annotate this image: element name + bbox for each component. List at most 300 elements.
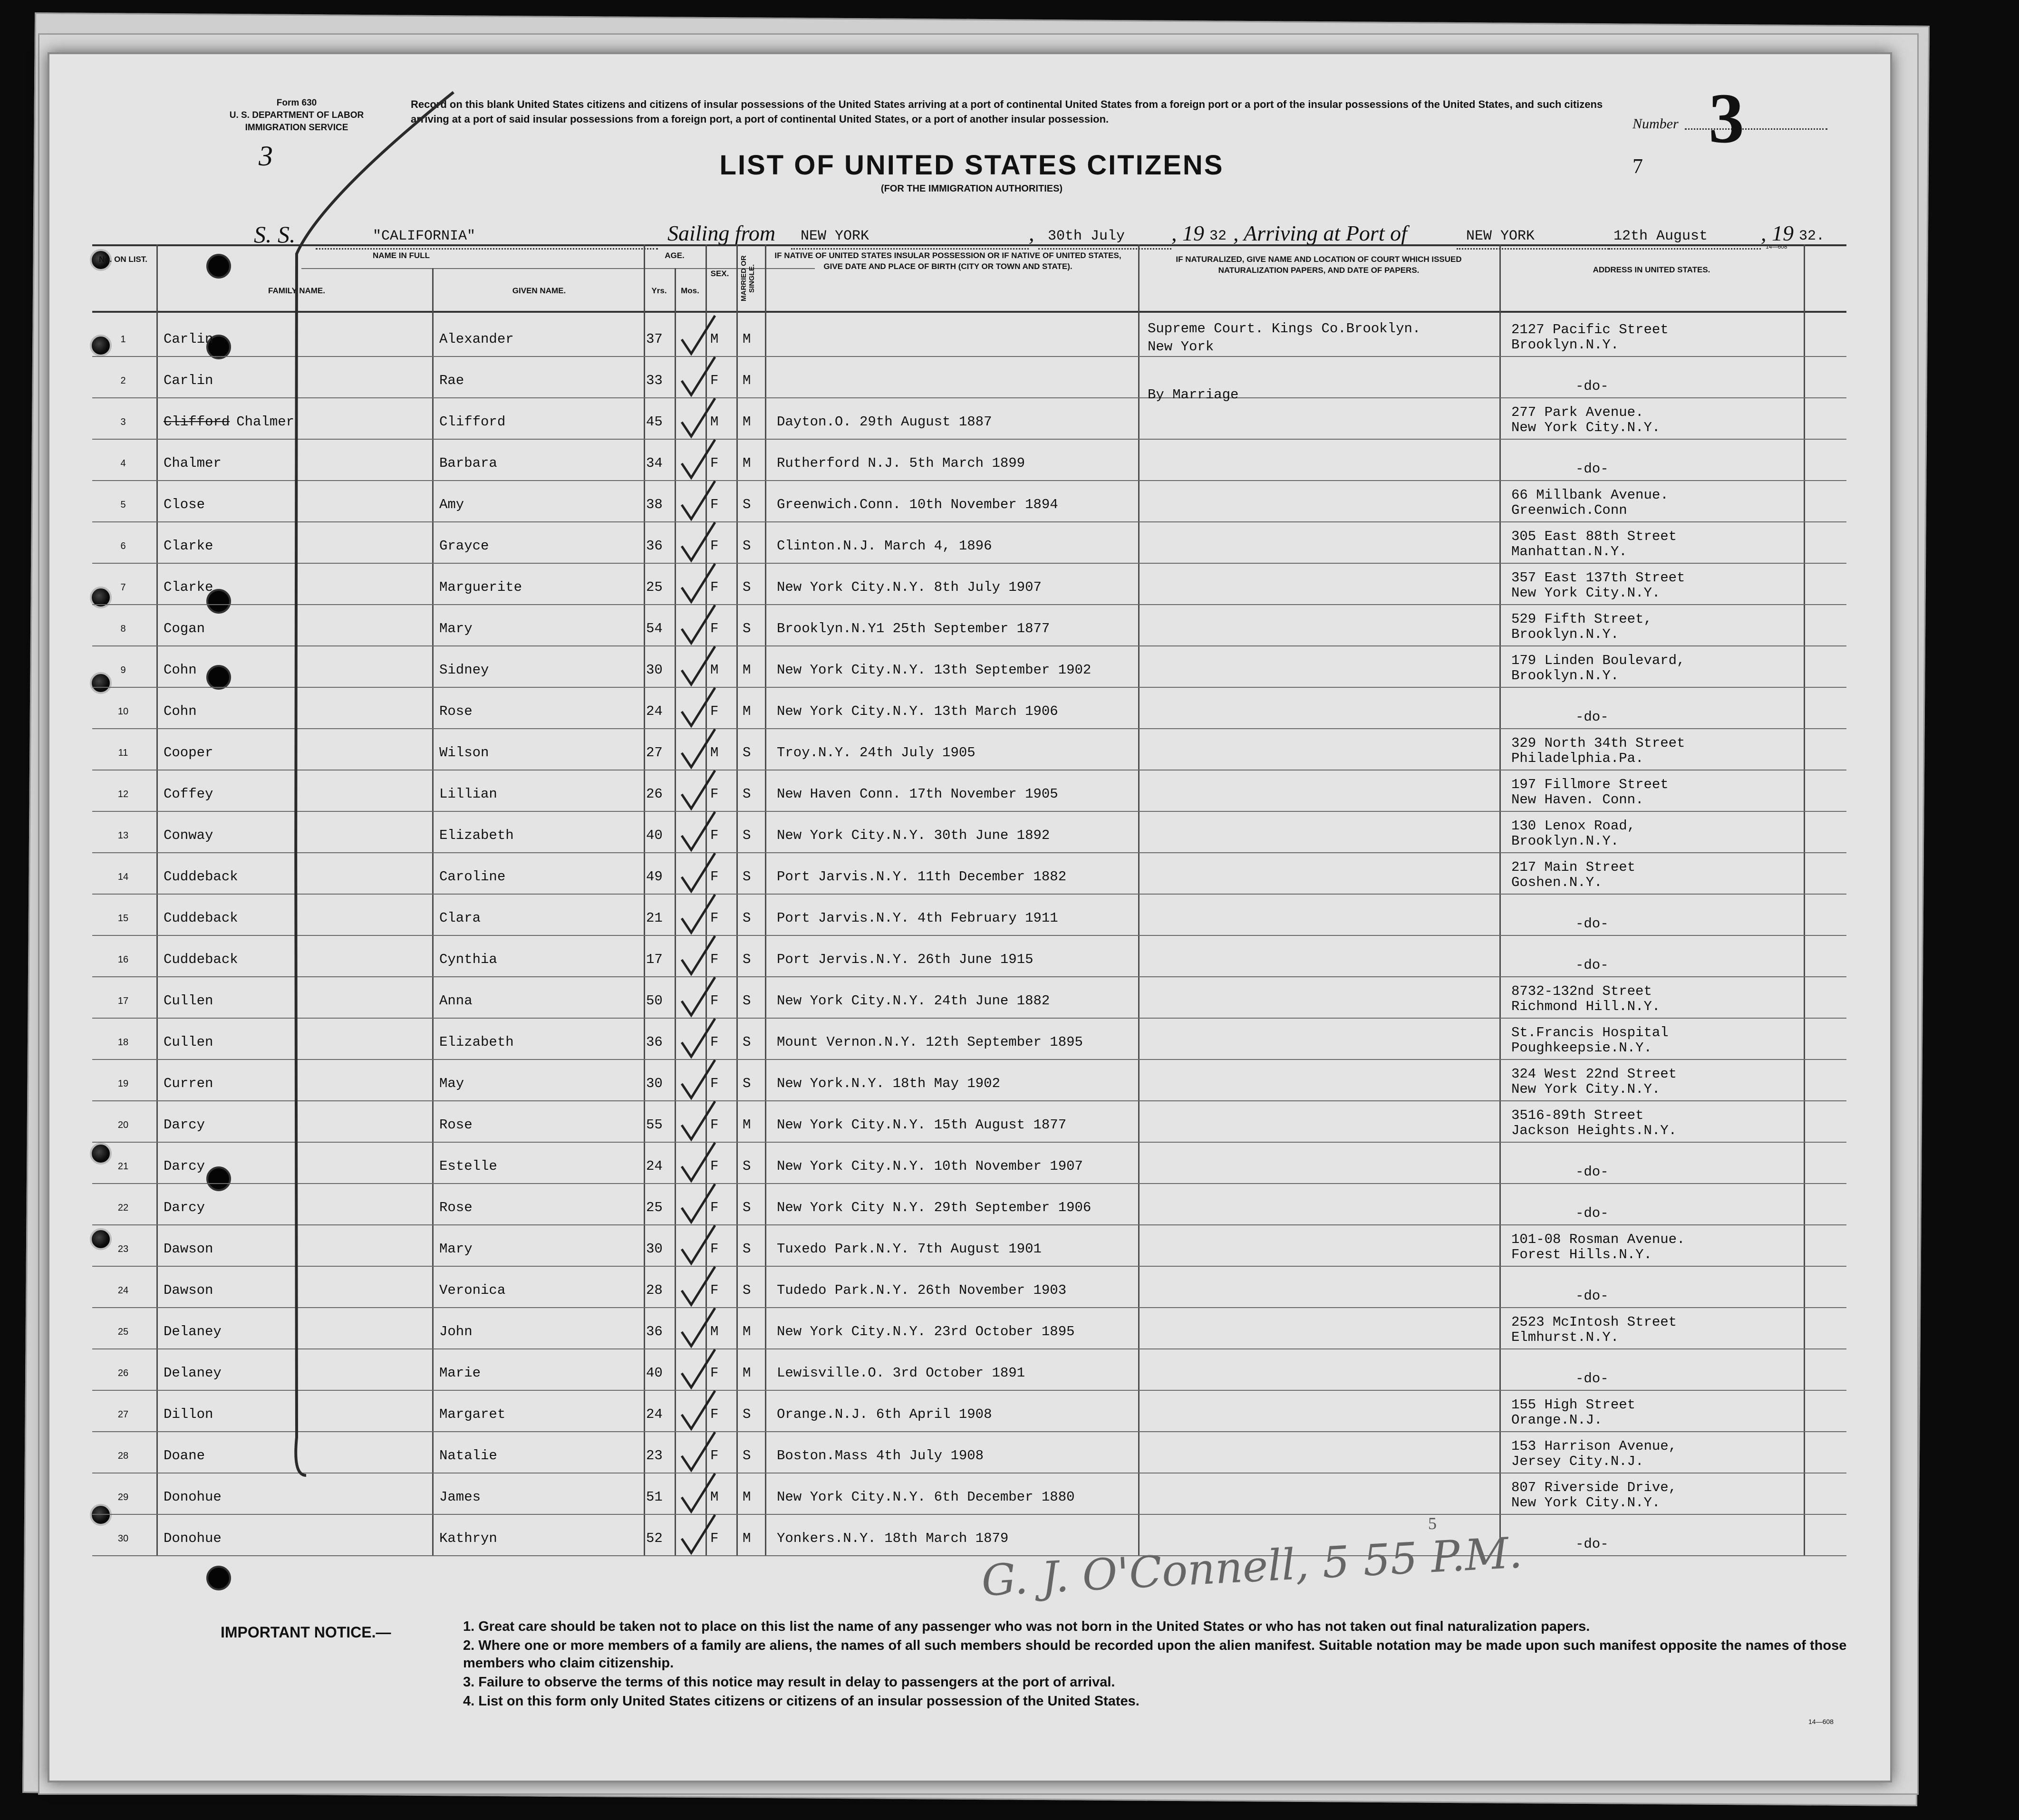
cell-family: Cullen	[164, 1034, 213, 1050]
cell-no: 5	[120, 500, 126, 510]
cell-family: Delaney	[164, 1324, 222, 1339]
cell-address-line2: Greenwich.Conn	[1511, 502, 1627, 518]
cell-age: 38	[646, 497, 663, 512]
cell-age: 30	[646, 662, 663, 678]
cell-age: 27	[646, 745, 663, 761]
cell-address-line1: 2523 McIntosh Street	[1511, 1314, 1677, 1330]
cell-address-line2: New York City.N.Y.	[1511, 1081, 1661, 1097]
cell-nat1: By Marriage	[1148, 387, 1239, 403]
check-mark	[682, 564, 715, 602]
cell-ms: M	[743, 1489, 751, 1505]
cell-age: 36	[646, 1034, 663, 1050]
cell-address-line2: Elmhurst.N.Y.	[1511, 1329, 1619, 1345]
sail-year: 32	[1209, 228, 1227, 244]
cell-family: Cullen	[164, 993, 213, 1009]
cell-no: 18	[117, 1037, 129, 1048]
cell-family: Carlin	[164, 331, 213, 347]
cell-age: 17	[646, 952, 663, 967]
cell-given: Natalie	[439, 1448, 497, 1464]
cell-address-line2: Jersey City.N.J.	[1511, 1454, 1644, 1469]
form-code-top: 14—608	[1766, 243, 1787, 250]
cell-family: Dawson	[164, 1282, 213, 1298]
header-name-in-full: NAME IN FULL	[373, 251, 430, 260]
cell-address-line1: 305 East 88th Street	[1511, 529, 1677, 544]
cell-age: 40	[646, 828, 663, 843]
arriving-label: , Arriving at Port of	[1233, 221, 1407, 245]
cell-no: 23	[117, 1244, 129, 1254]
cell-age: 37	[646, 331, 663, 347]
check-mark	[682, 895, 715, 933]
cell-sex: F	[710, 993, 719, 1009]
cell-sex: M	[710, 662, 719, 678]
cell-sex: M	[710, 745, 719, 761]
cell-no: 22	[117, 1203, 129, 1213]
cell-no: 6	[120, 541, 126, 551]
cell-birth: New Haven Conn. 17th November 1905	[777, 786, 1058, 802]
cell-family: Cuddeback	[164, 952, 238, 967]
cell-age: 30	[646, 1241, 663, 1257]
cell-no: 27	[117, 1409, 129, 1420]
arrive-date: 12th August	[1613, 228, 1708, 244]
cell-no: 8	[120, 624, 126, 634]
handwritten-signature: G. J. O'Connell, 5 55 P.M.	[980, 1528, 1524, 1606]
cell-address-line1: 8732-132nd Street	[1511, 983, 1652, 999]
cell-no: 2	[120, 376, 126, 386]
arriving-port: NEW YORK	[1466, 228, 1535, 244]
cell-ms: S	[743, 952, 751, 967]
cell-age: 24	[646, 703, 663, 719]
cell-no: 28	[117, 1451, 129, 1461]
cell-family: Cuddeback	[164, 869, 238, 885]
check-mark	[682, 1101, 715, 1139]
header-age-yrs: Yrs.	[651, 286, 667, 295]
cell-sex: F	[710, 538, 719, 554]
cell-address-line1: 155 High Street	[1511, 1397, 1636, 1413]
cell-address-line2: New York City.N.Y.	[1511, 420, 1661, 435]
cell-sex: F	[710, 1076, 719, 1091]
cell-address-line2: New York City.N.Y.	[1511, 1495, 1661, 1511]
cell-given: Mary	[439, 621, 473, 636]
cell-no: 25	[117, 1327, 129, 1337]
cell-address-line2: Philadelphia.Pa.	[1511, 751, 1644, 766]
cell-sex: F	[710, 1365, 719, 1381]
cell-ms: S	[743, 1282, 751, 1298]
cell-address-line1: 3516-89th Street	[1511, 1107, 1644, 1123]
cell-ms: M	[743, 703, 751, 719]
cell-address-line2: -do-	[1575, 916, 1609, 932]
header-no: No. ON LIST.	[99, 255, 147, 264]
cell-family: Clarke	[164, 538, 213, 554]
service-name: IMMIGRATION SERVICE	[245, 123, 348, 133]
cell-address-line1: 324 West 22nd Street	[1511, 1066, 1677, 1082]
form-instructions: Record on this blank United States citizens and citizens of insular possessions of the United States arriving at a port of continental United States from a foreign port or a port of the insular possessions of the United States, and such citizens arriving at a port of said insular possessions from a foreign port, a port of continental United States, or a port of another insular possession.	[411, 98, 1603, 125]
cell-address-line2: Brooklyn.N.Y.	[1511, 626, 1619, 642]
cell-ms: S	[743, 1076, 751, 1091]
cell-no: 4	[120, 458, 126, 469]
cell-sex: F	[710, 579, 719, 595]
cell-given: Lillian	[439, 786, 497, 802]
cell-no: 9	[120, 665, 126, 675]
cell-no: 12	[117, 789, 129, 799]
cell-birth: New York City.N.Y. 10th November 1907	[777, 1158, 1083, 1174]
cell-birth: Port Jarvis.N.Y. 4th February 1911	[777, 910, 1058, 926]
header-birth: IF NATIVE OF UNITED STATES INSULAR POSSESSION OR IF NATIVE OF UNITED STATES, GIVE DATE AND PLACE OF BIRTH (CITY OR TOWN AND STATE).	[774, 251, 1121, 271]
cell-given: Cynthia	[439, 952, 497, 967]
check-mark	[682, 936, 715, 974]
header-age-mos: Mos.	[681, 286, 699, 295]
cell-sex: F	[710, 786, 719, 802]
cell-age: 25	[646, 579, 663, 595]
cell-family: Carlin	[164, 373, 213, 388]
cell-family: Darcy	[164, 1158, 205, 1174]
cell-nat1: Supreme Court. Kings Co.Brooklyn.	[1148, 321, 1421, 337]
handwritten-bracket-line	[296, 92, 454, 1475]
cell-ms: S	[743, 1034, 751, 1050]
cell-given: Elizabeth	[439, 1034, 514, 1050]
cell-age: 36	[646, 1324, 663, 1339]
sailing-from-port: NEW YORK	[801, 228, 869, 244]
cell-ms: S	[743, 621, 751, 636]
cell-no: 13	[117, 830, 129, 841]
cell-birth: Lewisville.O. 3rd October 1891	[777, 1365, 1025, 1381]
cell-sex: F	[710, 1200, 719, 1215]
cell-given: Anna	[439, 993, 473, 1009]
cell-sex: F	[710, 1406, 719, 1422]
check-mark	[682, 398, 715, 436]
cell-age: 33	[646, 373, 663, 388]
cell-no: 30	[117, 1533, 129, 1544]
cell-family-struck: Clifford	[164, 414, 230, 430]
cell-ms: S	[743, 1241, 751, 1257]
check-mark	[682, 1391, 715, 1429]
cell-family: Cohn	[164, 662, 197, 678]
arrive-year: 32.	[1799, 228, 1825, 244]
notice-item-1: 1. Great care should be taken not to place on this list the name of any passenger who was not born in the United States or who has not taken out final naturalization papers.	[463, 1619, 1590, 1634]
check-mark	[682, 646, 715, 684]
cell-birth: New York City.N.Y. 30th June 1892	[777, 828, 1050, 843]
cell-ms: S	[743, 1158, 751, 1174]
cell-sex: F	[710, 869, 719, 885]
cell-sex: F	[710, 1531, 719, 1546]
cell-sex: M	[710, 1489, 719, 1505]
cell-given: James	[439, 1489, 481, 1505]
cell-birth: Troy.N.Y. 24th July 1905	[777, 745, 976, 761]
cell-sex: M	[710, 1324, 719, 1339]
cell-address-line2: -do-	[1575, 1164, 1609, 1180]
cell-no: 26	[117, 1368, 129, 1378]
cell-family: Darcy	[164, 1117, 205, 1133]
cell-birth: Greenwich.Conn. 10th November 1894	[777, 497, 1058, 512]
cell-birth: New York City.N.Y. 13th March 1906	[777, 703, 1058, 719]
check-mark	[682, 1349, 715, 1387]
cell-age: 34	[646, 455, 663, 471]
check-mark	[682, 853, 715, 891]
cell-address-line2: -do-	[1575, 1288, 1609, 1304]
cell-sex: F	[710, 828, 719, 843]
check-mark	[682, 688, 715, 726]
cell-family: Dawson	[164, 1241, 213, 1257]
cell-address-line1: 153 Harrison Avenue,	[1511, 1438, 1677, 1454]
check-mark	[682, 1308, 715, 1346]
cell-given: Rose	[439, 1200, 473, 1215]
cell-birth: New York City.N.Y. 13th September 1902	[777, 662, 1092, 678]
cell-given: Amy	[439, 497, 464, 512]
cell-ms: M	[743, 1117, 751, 1133]
cell-age: 26	[646, 786, 663, 802]
department-name: U. S. DEPARTMENT OF LABOR	[229, 110, 364, 120]
form-code-bottom: 14—608	[1808, 1718, 1834, 1725]
handwritten-annotations	[49, 54, 1894, 1784]
cell-ms: M	[743, 1531, 751, 1546]
cell-birth: New York City.N.Y. 8th July 1907	[777, 579, 1042, 595]
cell-given: Clifford	[439, 414, 506, 430]
cell-age: 30	[646, 1076, 663, 1091]
cell-given: Grayce	[439, 538, 489, 554]
cell-given: John	[439, 1324, 473, 1339]
cell-address-line2: -do-	[1575, 1371, 1609, 1387]
cell-given: Wilson	[439, 745, 489, 761]
cell-address-line2: Manhattan.N.Y.	[1511, 544, 1627, 559]
cell-age: 28	[646, 1282, 663, 1298]
cell-no: 7	[120, 582, 126, 593]
cell-address-line1: 66 Millbank Avenue.	[1511, 487, 1669, 503]
cell-given: Marie	[439, 1365, 481, 1381]
cell-family: Chalmer	[164, 455, 222, 471]
cell-sex: F	[710, 373, 719, 388]
cell-ms: S	[743, 745, 751, 761]
cell-address-line1: 2127 Pacific Street	[1511, 322, 1669, 337]
cell-address-line2: Orange.N.J.	[1511, 1412, 1603, 1428]
comma: ,	[1029, 221, 1034, 245]
check-mark	[682, 1060, 715, 1098]
cell-age: 36	[646, 538, 663, 554]
cell-no: 15	[117, 913, 129, 924]
cell-sex: F	[710, 703, 719, 719]
cell-family: Conway	[164, 828, 213, 843]
cell-address-line2: -do-	[1575, 378, 1609, 394]
check-mark	[682, 1143, 715, 1181]
cell-family: Curren	[164, 1076, 213, 1091]
cell-address-line1: St.Francis Hospital	[1511, 1025, 1669, 1040]
cell-birth: Mount Vernon.N.Y. 12th September 1895	[777, 1034, 1083, 1050]
check-mark	[682, 1515, 715, 1553]
cell-birth: New York.N.Y. 18th May 1902	[777, 1076, 1000, 1091]
cell-age: 23	[646, 1448, 663, 1464]
cell-age: 55	[646, 1117, 663, 1133]
cell-age: 24	[646, 1406, 663, 1422]
cell-no: 1	[120, 334, 126, 345]
cell-address-line1: 130 Lenox Road,	[1511, 818, 1636, 834]
cell-given: Veronica	[439, 1282, 506, 1298]
check-mark	[682, 1267, 715, 1305]
cell-given: Marguerite	[439, 579, 522, 595]
cell-address-line2: Jackson Heights.N.Y.	[1511, 1123, 1677, 1138]
cell-address-line1: 179 Linden Boulevard,	[1511, 653, 1685, 668]
header-sex: SEX.	[710, 269, 729, 278]
cell-address-line1: 197 Fillmore Street	[1511, 777, 1669, 792]
sail-date: 30th July	[1048, 228, 1125, 244]
cell-family: Donohue	[164, 1489, 222, 1505]
cell-family: Dillon	[164, 1406, 213, 1422]
cell-ms: S	[743, 869, 751, 885]
check-mark	[682, 481, 715, 519]
cell-given: Rose	[439, 1117, 473, 1133]
cell-no: 29	[117, 1492, 129, 1502]
cell-address-line1: 529 Fifth Street,	[1511, 611, 1652, 627]
cell-given: Clara	[439, 910, 481, 926]
cell-address-line1: 101-08 Rosman Avenue.	[1511, 1232, 1685, 1247]
check-mark	[682, 1019, 715, 1057]
cell-birth: Rutherford N.J. 5th March 1899	[777, 455, 1025, 471]
header-age: AGE.	[665, 251, 685, 260]
cell-age: 21	[646, 910, 663, 926]
cell-family: Darcy	[164, 1200, 205, 1215]
cell-address-line2: New York City.N.Y.	[1511, 585, 1661, 601]
ship-name: "CALIFORNIA"	[373, 228, 476, 244]
cell-given: Kathryn	[439, 1531, 497, 1546]
notice-item-2: 2. Where one or more members of a family are aliens, the names of all such members should be recorded upon the alien manifest. Suitable notation may be made upon such manifest opposite the names of those members who claim citizenship.	[463, 1638, 1847, 1671]
cell-given: Alexander	[439, 331, 514, 347]
cell-given: Estelle	[439, 1158, 497, 1174]
cell-birth: New York City.N.Y. 24th June 1882	[777, 993, 1050, 1009]
cell-birth: Dayton.O. 29th August 1887	[777, 414, 992, 430]
cell-address-line2: Brooklyn.N.Y.	[1511, 833, 1619, 849]
check-mark	[682, 440, 715, 478]
cell-ms: S	[743, 1200, 751, 1215]
cell-address-line2: -do-	[1575, 1205, 1609, 1221]
cell-ms: M	[743, 1365, 751, 1381]
cell-sex: F	[710, 1158, 719, 1174]
notice-items	[463, 1618, 1865, 1712]
cell-no: 21	[117, 1161, 129, 1172]
cell-birth: New York City.N.Y. 6th December 1880	[777, 1489, 1075, 1505]
cell-no: 11	[118, 748, 128, 758]
cell-family-corrected: Chalmer	[236, 414, 295, 430]
cell-no: 24	[117, 1285, 129, 1296]
cell-birth: Port Jarvis.N.Y. 11th December 1882	[777, 869, 1067, 885]
cell-age: 54	[646, 621, 663, 636]
notice-item-3: 3. Failure to observe the terms of this notice may result in delay to passengers at the port of arrival.	[463, 1675, 1115, 1690]
cell-ms: M	[743, 662, 751, 678]
check-mark	[682, 1432, 715, 1470]
notice-item-4: 4. List on this form only United States citizens or citizens of an insular possession of the United States.	[463, 1694, 1140, 1709]
cell-given: Rae	[439, 373, 464, 388]
cell-ms: M	[743, 1324, 751, 1339]
handwritten-mark-right: 7	[1633, 154, 1643, 178]
cell-sex: F	[710, 910, 719, 926]
check-mark	[682, 605, 715, 643]
manifest-page	[48, 52, 1892, 1782]
cell-ms: S	[743, 497, 751, 512]
number-label: Number	[1633, 116, 1679, 132]
cell-birth: Port Jervis.N.Y. 26th June 1915	[777, 952, 1034, 967]
cell-ms: M	[743, 414, 751, 430]
cell-birth: New York City.N.Y. 23rd October 1895	[777, 1324, 1075, 1339]
cell-ms: S	[743, 786, 751, 802]
cell-address-line2: -do-	[1575, 957, 1609, 973]
cell-age: 24	[646, 1158, 663, 1174]
header-given-name: GIVEN NAME.	[512, 286, 566, 295]
cell-sex: M	[710, 331, 719, 347]
cell-ms: M	[743, 455, 751, 471]
cell-ms: S	[743, 1448, 751, 1464]
cell-sex: F	[710, 952, 719, 967]
cell-birth: Brooklyn.N.Y1 25th September 1877	[777, 621, 1050, 636]
cell-ms: S	[743, 828, 751, 843]
cell-age: 52	[646, 1531, 663, 1546]
cell-given: Mary	[439, 1241, 473, 1257]
check-mark	[682, 357, 715, 395]
cell-nat2: New York	[1148, 339, 1214, 355]
cell-given: May	[439, 1076, 464, 1091]
cell-age: 25	[646, 1200, 663, 1215]
cell-given: Sidney	[439, 662, 489, 678]
cell-sex: M	[710, 414, 719, 430]
cell-birth: Boston.Mass 4th July 1908	[777, 1448, 984, 1464]
cell-ms: M	[743, 373, 751, 388]
cell-sex: F	[710, 1117, 719, 1133]
cell-family: Doane	[164, 1448, 205, 1464]
header-naturalized: IF NATURALIZED, GIVE NAME AND LOCATION OF COURT WHICH ISSUED NATURALIZATION PAPERS, AND DATE OF PAPERS.	[1176, 255, 1462, 275]
header-family-name: FAMILY NAME.	[268, 286, 325, 295]
cell-family: Cooper	[164, 745, 213, 761]
cell-no: 16	[117, 954, 129, 965]
check-mark	[682, 522, 715, 560]
cell-address-line2: -do-	[1575, 1536, 1609, 1552]
check-mark	[682, 812, 715, 850]
cell-address-line2: Forest Hills.N.Y.	[1511, 1247, 1652, 1262]
check-mark	[682, 1225, 715, 1263]
cell-family: Coffey	[164, 786, 213, 802]
cell-address-line1: 217 Main Street	[1511, 859, 1636, 875]
cell-address-line2: -do-	[1575, 461, 1609, 477]
cell-address-line2: New Haven. Conn.	[1511, 792, 1644, 808]
cell-address-line1: 329 North 34th Street	[1511, 735, 1685, 751]
cell-address-line2: Brooklyn.N.Y.	[1511, 668, 1619, 684]
check-mark	[682, 316, 715, 354]
cell-sex: F	[710, 455, 719, 471]
cell-ms: S	[743, 1406, 751, 1422]
cell-age: 49	[646, 869, 663, 885]
check-mark	[682, 770, 715, 809]
page-title: LIST OF UNITED STATES CITIZENS	[719, 150, 1224, 181]
cell-no: 20	[117, 1120, 129, 1130]
cell-family: Clarke	[164, 579, 213, 595]
cell-family: Donohue	[164, 1531, 222, 1546]
cell-no: 19	[117, 1079, 129, 1089]
signature-superscript: 5	[1428, 1514, 1437, 1533]
cell-birth: Tudedo Park.N.Y. 26th November 1903	[777, 1282, 1067, 1298]
cell-address-line2: Poughkeepsie.N.Y.	[1511, 1040, 1652, 1056]
cell-sex: F	[710, 1034, 719, 1050]
header-address: ADDRESS IN UNITED STATES.	[1593, 265, 1710, 274]
cell-no: 10	[117, 706, 129, 717]
cell-no: 14	[117, 872, 129, 882]
cell-family: Delaney	[164, 1365, 222, 1381]
check-mark	[682, 1184, 715, 1222]
handwritten-mark-left: 3	[259, 140, 273, 172]
check-mark	[682, 977, 715, 1015]
cell-address-line2: Brooklyn.N.Y.	[1511, 337, 1619, 353]
cell-ms: S	[743, 910, 751, 926]
cell-no: 3	[120, 417, 126, 427]
arrive-year-prefix: , 19	[1761, 221, 1794, 245]
form-number: Form 630	[276, 98, 317, 108]
cell-address-line1: 807 Riverside Drive,	[1511, 1480, 1677, 1495]
cell-given: Barbara	[439, 455, 497, 471]
cell-age: 50	[646, 993, 663, 1009]
cell-no: 17	[117, 996, 129, 1006]
